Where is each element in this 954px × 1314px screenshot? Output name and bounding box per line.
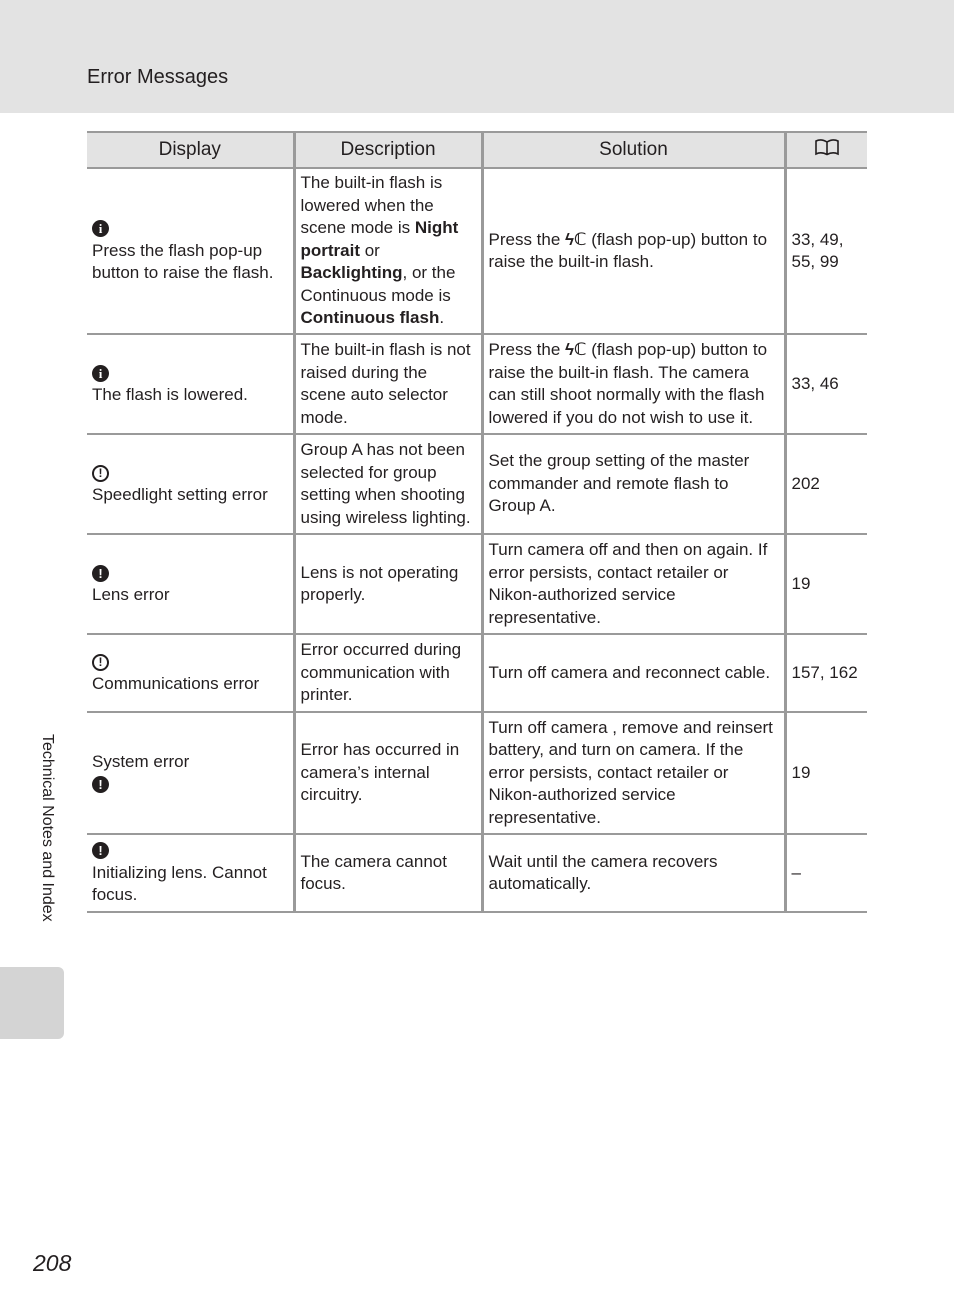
solution-cell: Press the ϟℂ (flash pop-up) button to raise the built-in flash. The camera can still shoot normally with the flash lowered if you do not wish to use it.: [482, 334, 785, 434]
reference-pages-cell: 33, 49, 55, 99: [785, 168, 867, 334]
continuous-mode-continuous-flash: Continuous flash: [300, 308, 440, 328]
display-cell: [87, 712, 294, 834]
display-cell: [87, 434, 294, 534]
error-messages-table: [87, 131, 867, 913]
header-solution: Solution: [482, 132, 785, 168]
display-cell: [87, 168, 294, 334]
page-number: 208: [33, 1250, 72, 1276]
header-band: [0, 0, 954, 113]
scene-mode-night-portrait: Night portrait: [300, 218, 459, 260]
side-tab-label: Technical Notes and Index: [39, 734, 56, 922]
display-text: System error: [92, 751, 190, 771]
info-icon: i: [92, 220, 109, 237]
flash-popup-icon: ϟℂ: [565, 229, 587, 249]
table-header-row: [87, 132, 867, 168]
table-row: [87, 712, 867, 834]
description-cell: Error occurred during communication with printer.: [294, 634, 482, 712]
description-cell: Error has occurred in camera’s internal circuitry.: [294, 712, 482, 834]
reference-pages-cell: 157, 162: [785, 634, 867, 712]
book-icon: [814, 138, 840, 156]
info-icon: i: [92, 365, 109, 382]
display-cell: [87, 634, 294, 712]
error-icon: !: [92, 565, 109, 582]
table-row: [87, 434, 867, 534]
solution-cell: Turn off camera and reconnect cable.: [482, 634, 785, 712]
description-cell: The built-in flash is not raised during the scene auto selector mode.: [294, 334, 482, 434]
solution-cell: Turn off camera , remove and reinsert battery, and turn on camera. If the error persists, contact retailer or Nikon-authorized service representative.: [482, 712, 785, 834]
scene-mode-backlighting: Backlighting: [300, 263, 403, 283]
error-icon: !: [92, 842, 109, 859]
display-text: The flash is lowered.: [92, 385, 248, 404]
reference-pages-cell: –: [785, 834, 867, 912]
error-icon: !: [92, 776, 109, 793]
display-cell: [87, 834, 294, 912]
display-cell: [87, 334, 294, 434]
header-description: Description: [294, 132, 482, 168]
display-text: Initializing lens. Cannot focus.: [92, 862, 267, 905]
flash-popup-icon: ϟℂ: [565, 340, 587, 359]
display-text: Communications error: [92, 674, 260, 693]
description-cell: The camera cannot focus.: [294, 834, 482, 912]
display-text: Speedlight setting error: [92, 485, 268, 504]
section-title: Error Messages: [87, 66, 229, 88]
description-cell: Lens is not operating properly.: [294, 534, 482, 634]
reference-pages-cell: 33, 46: [785, 334, 867, 434]
display-cell: [87, 534, 294, 634]
reference-pages-cell: 19: [785, 534, 867, 634]
table-row: [87, 834, 867, 912]
description-cell: Group A has not been selected for group setting when shooting using wireless lighting.: [294, 434, 482, 534]
solution-cell: Set the group setting of the master commander and remote flash to Group A.: [482, 434, 785, 534]
display-text: Lens error: [92, 585, 170, 604]
table-row: [87, 534, 867, 634]
reference-pages-cell: 19: [785, 712, 867, 834]
header-reference: [785, 132, 867, 168]
side-tab: [0, 967, 64, 1039]
header-display: Display: [87, 132, 294, 168]
solution-cell: Wait until the camera recovers automatically.: [482, 834, 785, 912]
description-cell: The built-in flash is lowered when the scene mode is Night portrait or Backlighting, or the Continuous mode is Continuous flash.: [294, 168, 482, 334]
table-row: [87, 634, 867, 712]
warning-icon: !: [92, 465, 109, 482]
display-text: Press the flash pop-up button to raise the flash.: [92, 240, 274, 283]
reference-pages-cell: 202: [785, 434, 867, 534]
warning-icon: !: [92, 654, 109, 671]
table-row: [87, 168, 867, 334]
table-row: [87, 334, 867, 434]
solution-cell: Turn camera off and then on again. If error persists, contact retailer or Nikon-authorized service representative.: [482, 534, 785, 634]
solution-cell: Press the ϟℂ (flash pop-up) button to raise the built-in flash.: [482, 168, 785, 334]
